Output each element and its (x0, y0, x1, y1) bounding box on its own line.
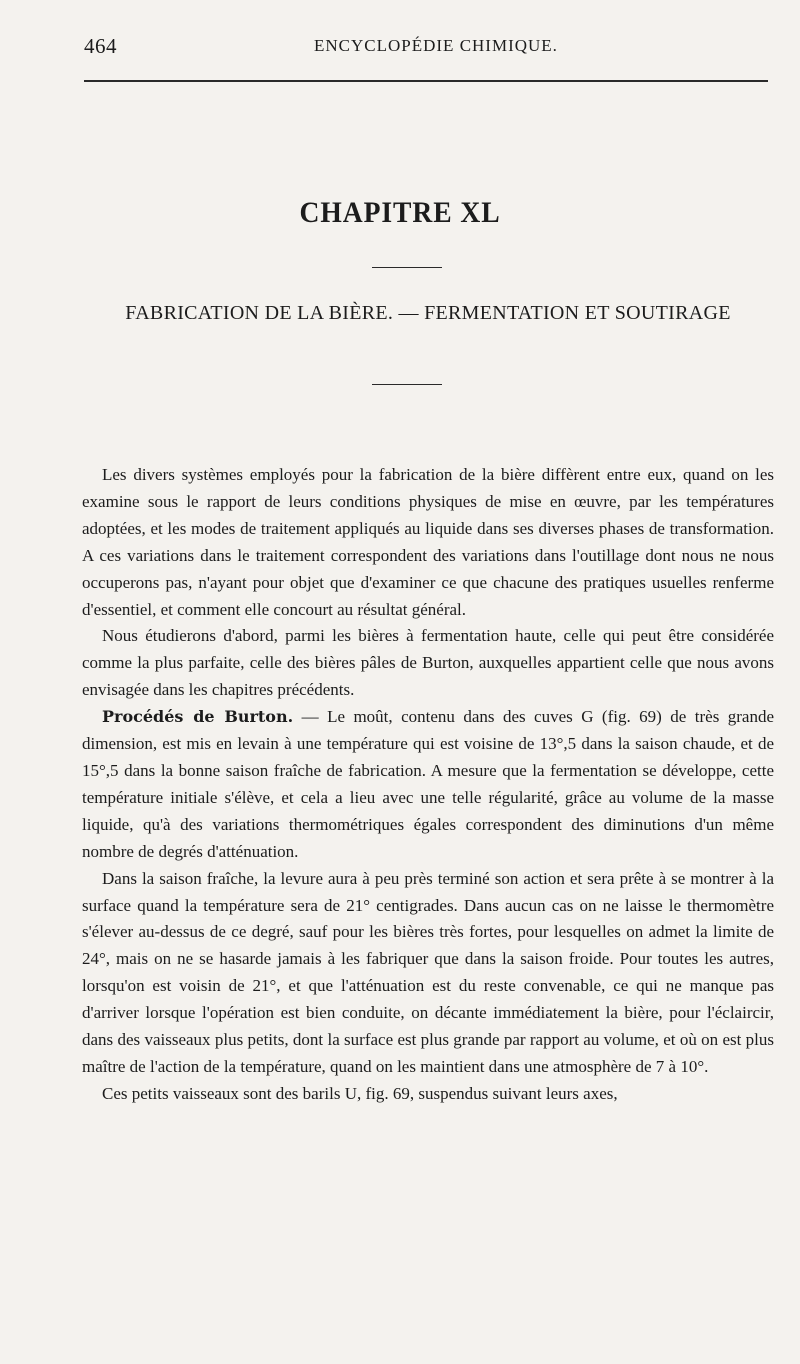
paragraph: Nous étudierons d'abord, parmi les bières à fermentation haute, celle qui peut être considérée comme la plus parfaite, celle des bières pâles de Burton, auxquelles appartient celle que nous avons envisagée dans les chapitres précédents. (82, 626, 774, 700)
header-rule (84, 80, 768, 82)
paragraph: Les divers systèmes employés pour la fabrication de la bière diffèrent entre eux, quand on les examine sous le rapport de leurs conditions physiques de mise en œuvre, par les températures adoptées, et les modes de traitement appliqués au liquide dans ses diverses phases de transformation. A ces variations dans le traitement correspondent des variations dans l'outillage dont nous ne nous occuperons pas, n'ayant pour objet que d'examiner ce que chacune des pratiques usuelles renferme d'essentiel, et comment elle concourt au résultat général. (82, 465, 774, 619)
running-title: ENCYCLOPÉDIE CHIMIQUE. (314, 36, 558, 55)
page-number: 464 (84, 34, 117, 58)
paragraph: Ces petits vaisseaux sont des barils U, fig. 69, suspendus suivant leurs axes, (102, 1083, 618, 1103)
chapter-subtitle: FABRICATION DE LA BIÈRE. — FERMENTATION ET SOUTIRAGE (125, 302, 731, 324)
paragraph: Dans la saison fraîche, la levure aura à peu près terminé son action et sera prête à se montrer à la surface quand la température sera de 21° centigrades. Dans aucun cas on ne laisse le thermomètre s'élever au-dessus de ce degré, sauf pour les bières très fortes, pour lesquelles on admet la limite de 24°, mais on ne se hasarde jamais à les fabriquer que dans la saison froide. Pour toutes les autres, lorsqu'on est voisin de 21°, et que l'atténuation est du reste convenable, ce qui ne manque pas d'arriver lorsque l'opération est bien conduite, on décante immédiatement la bière, pour l'éclaircir, dans des vaisseaux plus petits, dont la surface est plus grande par rapport au volume, et où on est plus maître de l'action de la température, quand on les maintient dans une atmosphère de 7 à 10°. (82, 868, 774, 1076)
chapter-title: CHAPITRE XL (299, 196, 501, 229)
body-text (82, 462, 774, 1108)
section-lead: Procédés de Burton. (102, 707, 294, 727)
running-head (84, 34, 764, 58)
paragraph-text: — Le moût, contenu dans des cuves G (fig. 69) de très grande dimension, est mis en levain à une température qui est voisine de 13°,5 dans la saison chaude, et de 15°,5 dans la bonne saison fraîche de fabrication. A mesure que la fermentation se développe, cette température initiale s'élève, et cela a lieu avec une telle régularité, grâce au volume de la masse liquide, qu'à des variations thermométriques égales correspondent des diminutions d'un même nombre de degrés d'atténuation. (82, 707, 775, 861)
subtitle-divider (372, 384, 442, 385)
paragraph (82, 704, 774, 865)
title-divider (372, 267, 442, 268)
